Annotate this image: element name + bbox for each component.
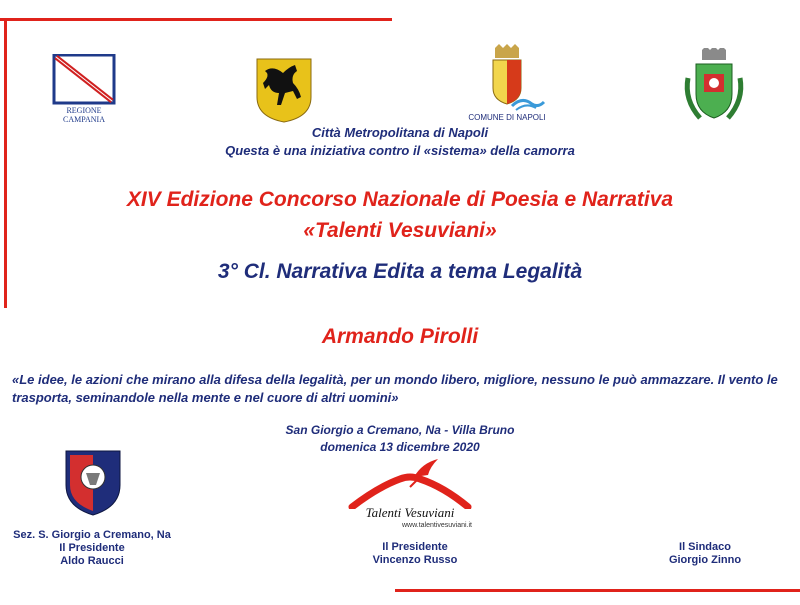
signature-left-role: Il Presidente: [59, 542, 125, 554]
signature-center-name: Vincenzo Russo: [372, 554, 458, 566]
frame-top-line: [0, 18, 392, 21]
signature-left-section: Sez. S. Giorgio a Cremano, Na: [13, 529, 171, 541]
association-shield-icon: [62, 447, 124, 517]
frame-bottom-line: [395, 589, 800, 592]
comune-label: COMUNE DI NAPOLI: [468, 113, 546, 122]
napoli-crest-icon: [468, 44, 546, 114]
vesuvio-quill-icon: [348, 457, 472, 509]
header-line-2: Questa è una iniziativa contro il «sistema» della camorra: [225, 143, 575, 158]
comune-napoli-logo: [468, 44, 546, 126]
talenti-url: www.talentivesuviani.it: [401, 522, 472, 529]
signature-right-name: Giorgio Zinno: [668, 554, 742, 566]
winner-name: Armando Pirolli: [321, 325, 479, 348]
venue-date: domenica 13 dicembre 2020: [320, 440, 480, 454]
campania-label: REGIONE CAMPANIA: [63, 106, 105, 124]
competition-title: XIV Edizione Concorso Nazionale di Poesia e Narrativa: [126, 188, 674, 211]
regione-campania-logo: [46, 54, 122, 124]
signature-left-name: Aldo Raucci: [60, 555, 124, 567]
san-giorgio-crest: [680, 48, 748, 128]
signature-right: [655, 541, 755, 567]
horse-shield-icon: [255, 53, 313, 123]
san-giorgio-crest-icon: [680, 48, 748, 128]
signature-center: [355, 541, 475, 567]
talenti-label: Talenti Vesuviani: [365, 505, 455, 520]
association-shield-logo: [62, 447, 124, 517]
award-class: 3° Cl. Narrativa Edita a tema Legalità: [217, 260, 583, 283]
header-line-1: Città Metropolitana di Napoli: [311, 125, 489, 140]
signature-center-role: Il Presidente: [382, 541, 448, 553]
signature-right-role: Il Sindaco: [679, 541, 731, 553]
competition-subtitle: «Talenti Vesuviani»: [303, 219, 497, 242]
venue-place: San Giorgio a Cremano, Na - Villa Bruno: [285, 423, 515, 437]
talenti-vesuviani-logo: [348, 457, 472, 537]
signature-left: [2, 529, 182, 568]
quote-text: «Le idee, le azioni che mirano alla difesa della legalità, per un mondo libero, migliore, nessuno le può ammazzare. Il vento le trasporta, seminandole nella mente e nel cuore di altri uomini»: [12, 372, 778, 405]
citta-metropolitana-logo: [255, 53, 313, 123]
